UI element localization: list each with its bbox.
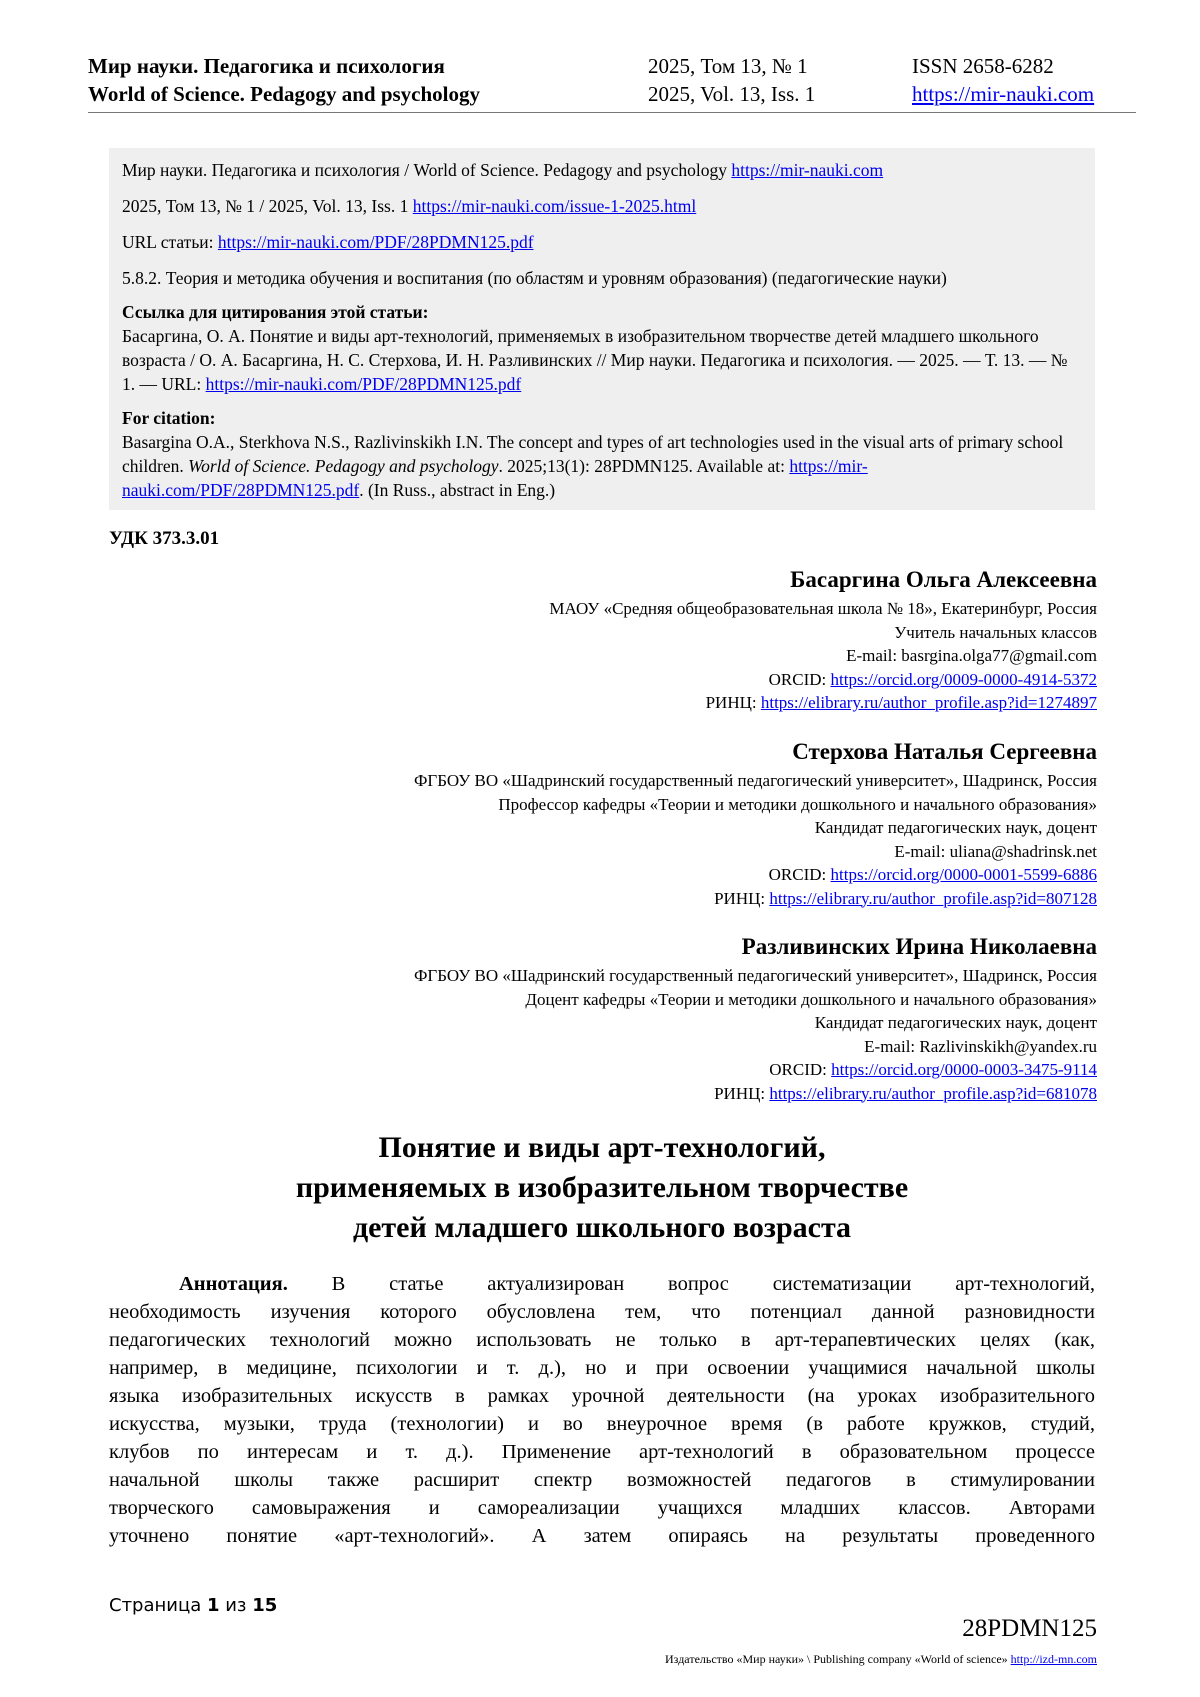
article-code: 28PDMN125 (962, 1615, 1097, 1642)
header-divider (88, 112, 1136, 113)
cite-ru-text: Басаргина, О. А. Понятие и виды арт-технологий, применяемых в изобразительном творчестве детей младшего школьного возраста / О. А. Басаргина, Н. С. Стерхова, И. Н. Разливинских // Мир науки. Педагогика и психология. — 2025. — Т. 13. — № 1. — URL: (122, 326, 1068, 394)
site-link[interactable]: https://mir-nauki.com (912, 82, 1095, 106)
abstract-line: необходимость изучения которого обусловлена тем, что потенциал данной разновидности (109, 1301, 1095, 1323)
cite-ru-link[interactable]: https://mir-nauki.com/PDF/28PDMN125.pdf (205, 374, 522, 394)
orcid-label: ORCID: (769, 1060, 832, 1079)
cite-en-text: Basargina O.A., Sterkhova N.S., Razlivinskikh I.N. The concept and types of art technologies used in the visual arts of primary school children. (122, 432, 1064, 476)
author-name: Стерхова Наталья Сергеевна (792, 739, 1097, 764)
journal-title-ru: Мир науки. Педагогика и психология (88, 54, 445, 78)
rinc-link[interactable]: https://elibrary.ru/author_profile.asp?id=681078 (769, 1083, 1097, 1103)
article-info-box (109, 148, 1095, 510)
abstract-line: например, в медицине, психологии и т. д.), но и при освоении учащимися начальной школы (109, 1357, 1095, 1379)
article-title (109, 1128, 1095, 1248)
journal-title-block (88, 52, 480, 108)
publisher-text: Издательство «Мир науки» \ Publishing company «World of science» (665, 1652, 1011, 1666)
author-position: Профессор кафедры «Теории и методики дошкольного и начального образования» (498, 794, 1097, 814)
issue-block (648, 52, 815, 108)
abstract-line: клубов по интересам и т. д.). Применение арт-технологий в образовательном процессе (109, 1441, 1095, 1463)
publisher-link[interactable]: http://izd-mn.com (1010, 1652, 1097, 1666)
author-position: Учитель начальных классов (894, 622, 1097, 642)
rinc-link[interactable]: https://elibrary.ru/author_profile.asp?id=807128 (769, 888, 1097, 908)
info-issue-link[interactable]: https://mir-nauki.com/issue-1-2025.html (412, 196, 697, 216)
author-name: Басаргина Ольга Алексеевна (790, 567, 1097, 592)
page-total: 15 (252, 1595, 278, 1616)
author-degree: Кандидат педагогических наук, доцент (814, 1013, 1097, 1032)
author-org: ФГБОУ ВО «Шадринский государственный педагогический университет», Шадринск, Россия (413, 771, 1097, 790)
cite-en-text2: . 2025;13(1): 28PDMN125. Available at: (498, 456, 790, 476)
cite-en-label: For citation: (122, 408, 216, 428)
cite-ru-label: Ссылка для цитирования этой статьи: (122, 302, 429, 322)
author-org: ФГБОУ ВО «Шадринский государственный педагогический университет», Шадринск, Россия (413, 966, 1097, 985)
abstract-line: языка изобразительных искусств в рамках урочной деятельности (на уроках изобразительного (109, 1385, 1095, 1407)
page-prefix: Страница (109, 1595, 207, 1616)
cite-en-link[interactable]: https://mir-nauki.com/PDF/28PDMN125.pdf (122, 456, 868, 500)
rinc-label: РИНЦ: (714, 888, 770, 908)
orcid-link[interactable]: https://orcid.org/0009-0000-4914-5372 (830, 669, 1097, 689)
title-line: Понятие и виды арт-технологий, (378, 1131, 826, 1164)
author-org: МАОУ «Средняя общеобразовательная школа № 18», Екатеринбург, Россия (549, 599, 1097, 618)
abstract (109, 1270, 1095, 1550)
cite-en-text3: . (In Russ., abstract in Eng.) (359, 480, 556, 500)
journal-title-en: World of Science. Pedagogy and psychology (88, 82, 481, 106)
page-mid: из (219, 1595, 253, 1616)
info-issue-text: 2025, Том 13, № 1 / 2025, Vol. 13, Iss. 1 (122, 196, 413, 216)
info-article-link[interactable]: https://mir-nauki.com/PDF/28PDMN125.pdf (217, 232, 534, 252)
title-line: применяемых в изобразительном творчестве (295, 1171, 909, 1204)
title-line: детей младшего школьного возраста (352, 1211, 852, 1244)
abstract-line: начальной школы также расширит спектр возможностей педагогов в стимулировании (109, 1469, 1095, 1491)
orcid-link[interactable]: https://orcid.org/0000-0001-5599-6886 (830, 865, 1097, 884)
author-position: Доцент кафедры «Теории и методики дошкольного и начального образования» (525, 989, 1097, 1009)
author-email: E-mail: uliana@shadrinsk.net (894, 841, 1097, 861)
author-email: E-mail: Razlivinskikh@yandex.ru (864, 1036, 1097, 1056)
abstract-line: творческого самовыражения и самореализации учащихся младших классов. Авторами (109, 1497, 1095, 1519)
author-block (414, 737, 1097, 910)
cite-en-journal: World of Science. Pedagogy and psychology (188, 456, 499, 476)
udk: УДК 373.3.01 (109, 528, 220, 549)
orcid-link[interactable]: https://orcid.org/0000-0003-3475-9114 (831, 1060, 1097, 1079)
info-specialty: 5.8.2. Теория и методика обучения и воспитания (по областям и уровням образования) (педагогические науки) (122, 268, 947, 288)
page-number (109, 1595, 277, 1616)
info-url-label: URL статьи: (122, 232, 218, 252)
issue-en: 2025, Vol. 13, Iss. 1 (648, 82, 816, 106)
author-name: Разливинских Ирина Николаевна (741, 934, 1097, 959)
rinc-link[interactable]: https://elibrary.ru/author_profile.asp?id=1274897 (760, 693, 1097, 712)
rinc-label: РИНЦ: (705, 693, 761, 712)
author-email: E-mail: basrgina.olga77@gmail.com (846, 646, 1097, 665)
abstract-line: искусства, музыки, труда (технологии) и во внеурочное время (в работе кружков, студий, (109, 1413, 1095, 1435)
abstract-line: педагогических технологий можно использовать не только в арт-терапевтических целях (как, (109, 1329, 1095, 1351)
info-journal-text: Мир науки. Педагогика и психология / World of Science. Pedagogy and psychology (122, 160, 732, 180)
author-degree: Кандидат педагогических наук, доцент (814, 818, 1097, 837)
issn: ISSN 2658-6282 (912, 54, 1054, 78)
rinc-label: РИНЦ: (714, 1083, 770, 1103)
issue-ru: 2025, Том 13, № 1 (648, 54, 808, 78)
author-block (549, 565, 1097, 715)
abstract-label: Аннотация. (179, 1273, 288, 1295)
issn-block (912, 52, 1094, 108)
author-block (414, 932, 1097, 1105)
info-journal-link[interactable]: https://mir-nauki.com (731, 160, 884, 180)
orcid-label: ORCID: (768, 669, 831, 689)
orcid-label: ORCID: (768, 865, 831, 884)
publisher-line (665, 1652, 1097, 1667)
abstract-line: В статье актуализирован вопрос систематизации арт-технологий, (287, 1273, 1095, 1295)
abstract-line: уточнено понятие «арт-технологий». А затем опираясь на результаты проведенного (109, 1525, 1095, 1547)
page-current: 1 (206, 1595, 220, 1616)
